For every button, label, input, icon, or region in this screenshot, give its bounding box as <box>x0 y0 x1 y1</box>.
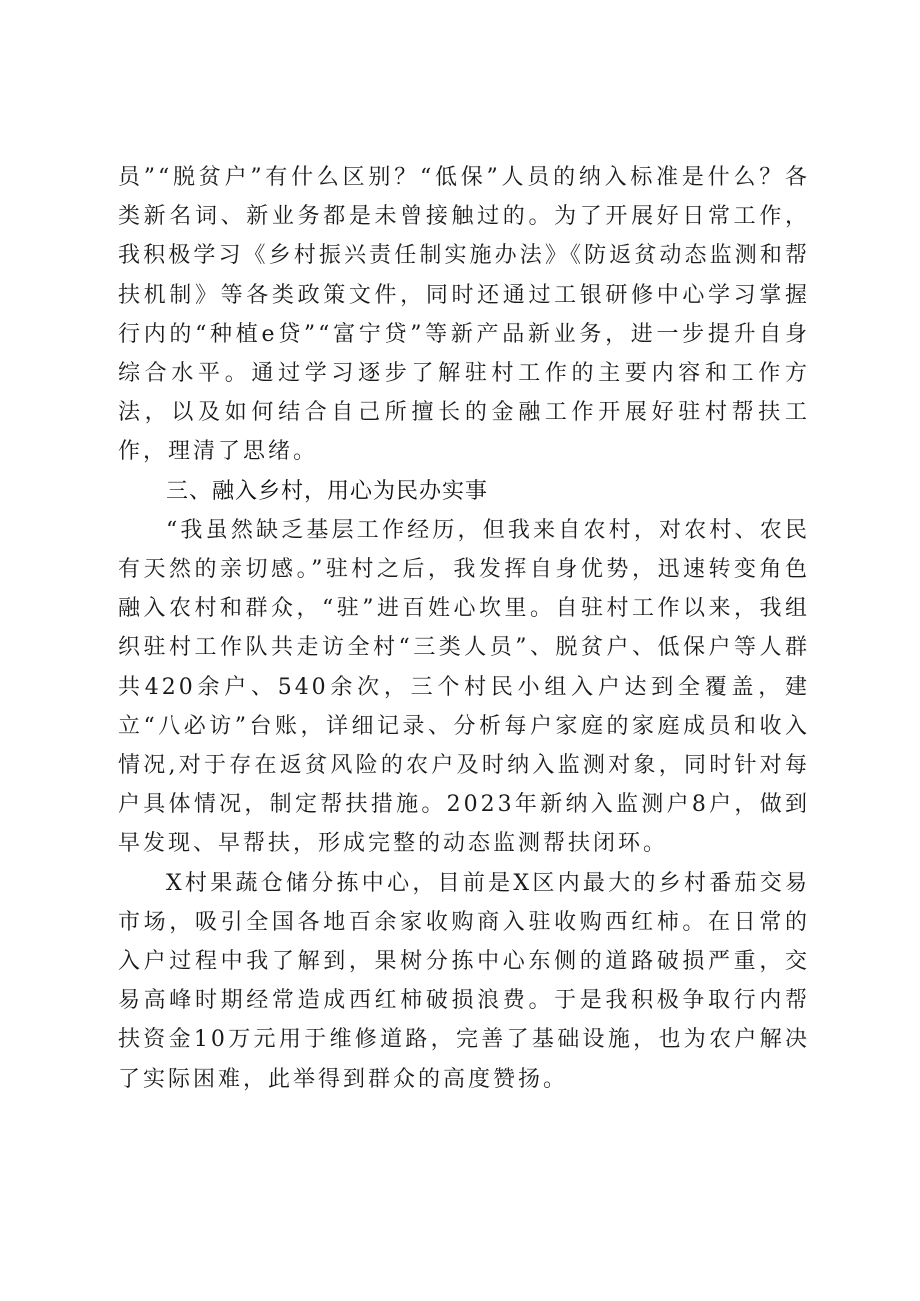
paragraph-sorting-center: X村果蔬仓储分拣中心，目前是X区内最大的乡村番茄交易市场，吸引全国各地百余家收购商入驻收购西红柿。在日常的入户过程中我了解到，果树分拣中心东侧的道路破损严重，交易高峰时期经常造成西红柿破损浪费。于是我积极争取行内帮扶资金10万元用于维修道路，完善了基础设施，也为农户解决了实际困难，此举得到群众的高度赞扬。 <box>118 870 810 1092</box>
section-heading-3: 三、融入乡村，用心为民办实事 <box>166 478 489 504</box>
paragraph-continued: 员”“脱贫户”有什么区别？“低保”人员的纳入标准是什么？各类新名词、新业务都是未曾接触过的。为了开展好日常工作，我积极学习《乡村振兴责任制实施办法》《防返贫动态监测和帮扶机制》等各类政策文件，同时还通过工银研修中心学习掌握行内的“种植e贷”“富宁贷”等新产品新业务，进一步提升自身综合水平。通过学习逐步了解驻村工作的主要内容和工作方法，以及如何结合自己所擅长的金融工作开展好驻村帮扶工作，理清了思绪。 <box>118 165 810 465</box>
document-body <box>118 158 810 1099</box>
paragraph-village-visits: “我虽然缺乏基层工作经历，但我来自农村，对农村、农民有天然的亲切感。”驻村之后，我发挥自身优势，迅速转变角色融入农村和群众，“驻”进百姓心坎里。自驻村工作以来，我组织驻村工作队共走访全村“三类人员”、脱贫户、低保户等人群共420余户、540余次，三个村民小组入户达到全覆盖，建立“八必访”台账，详细记录、分析每户家庭的家庭成员和收入情况,对于存在返贫风险的农户及时纳入监测对象，同时针对每户具体情况，制定帮扶措施。2023年新纳入监测户8户，做到早发现、早帮扶，形成完整的动态监测帮扶闭环。 <box>118 517 810 857</box>
